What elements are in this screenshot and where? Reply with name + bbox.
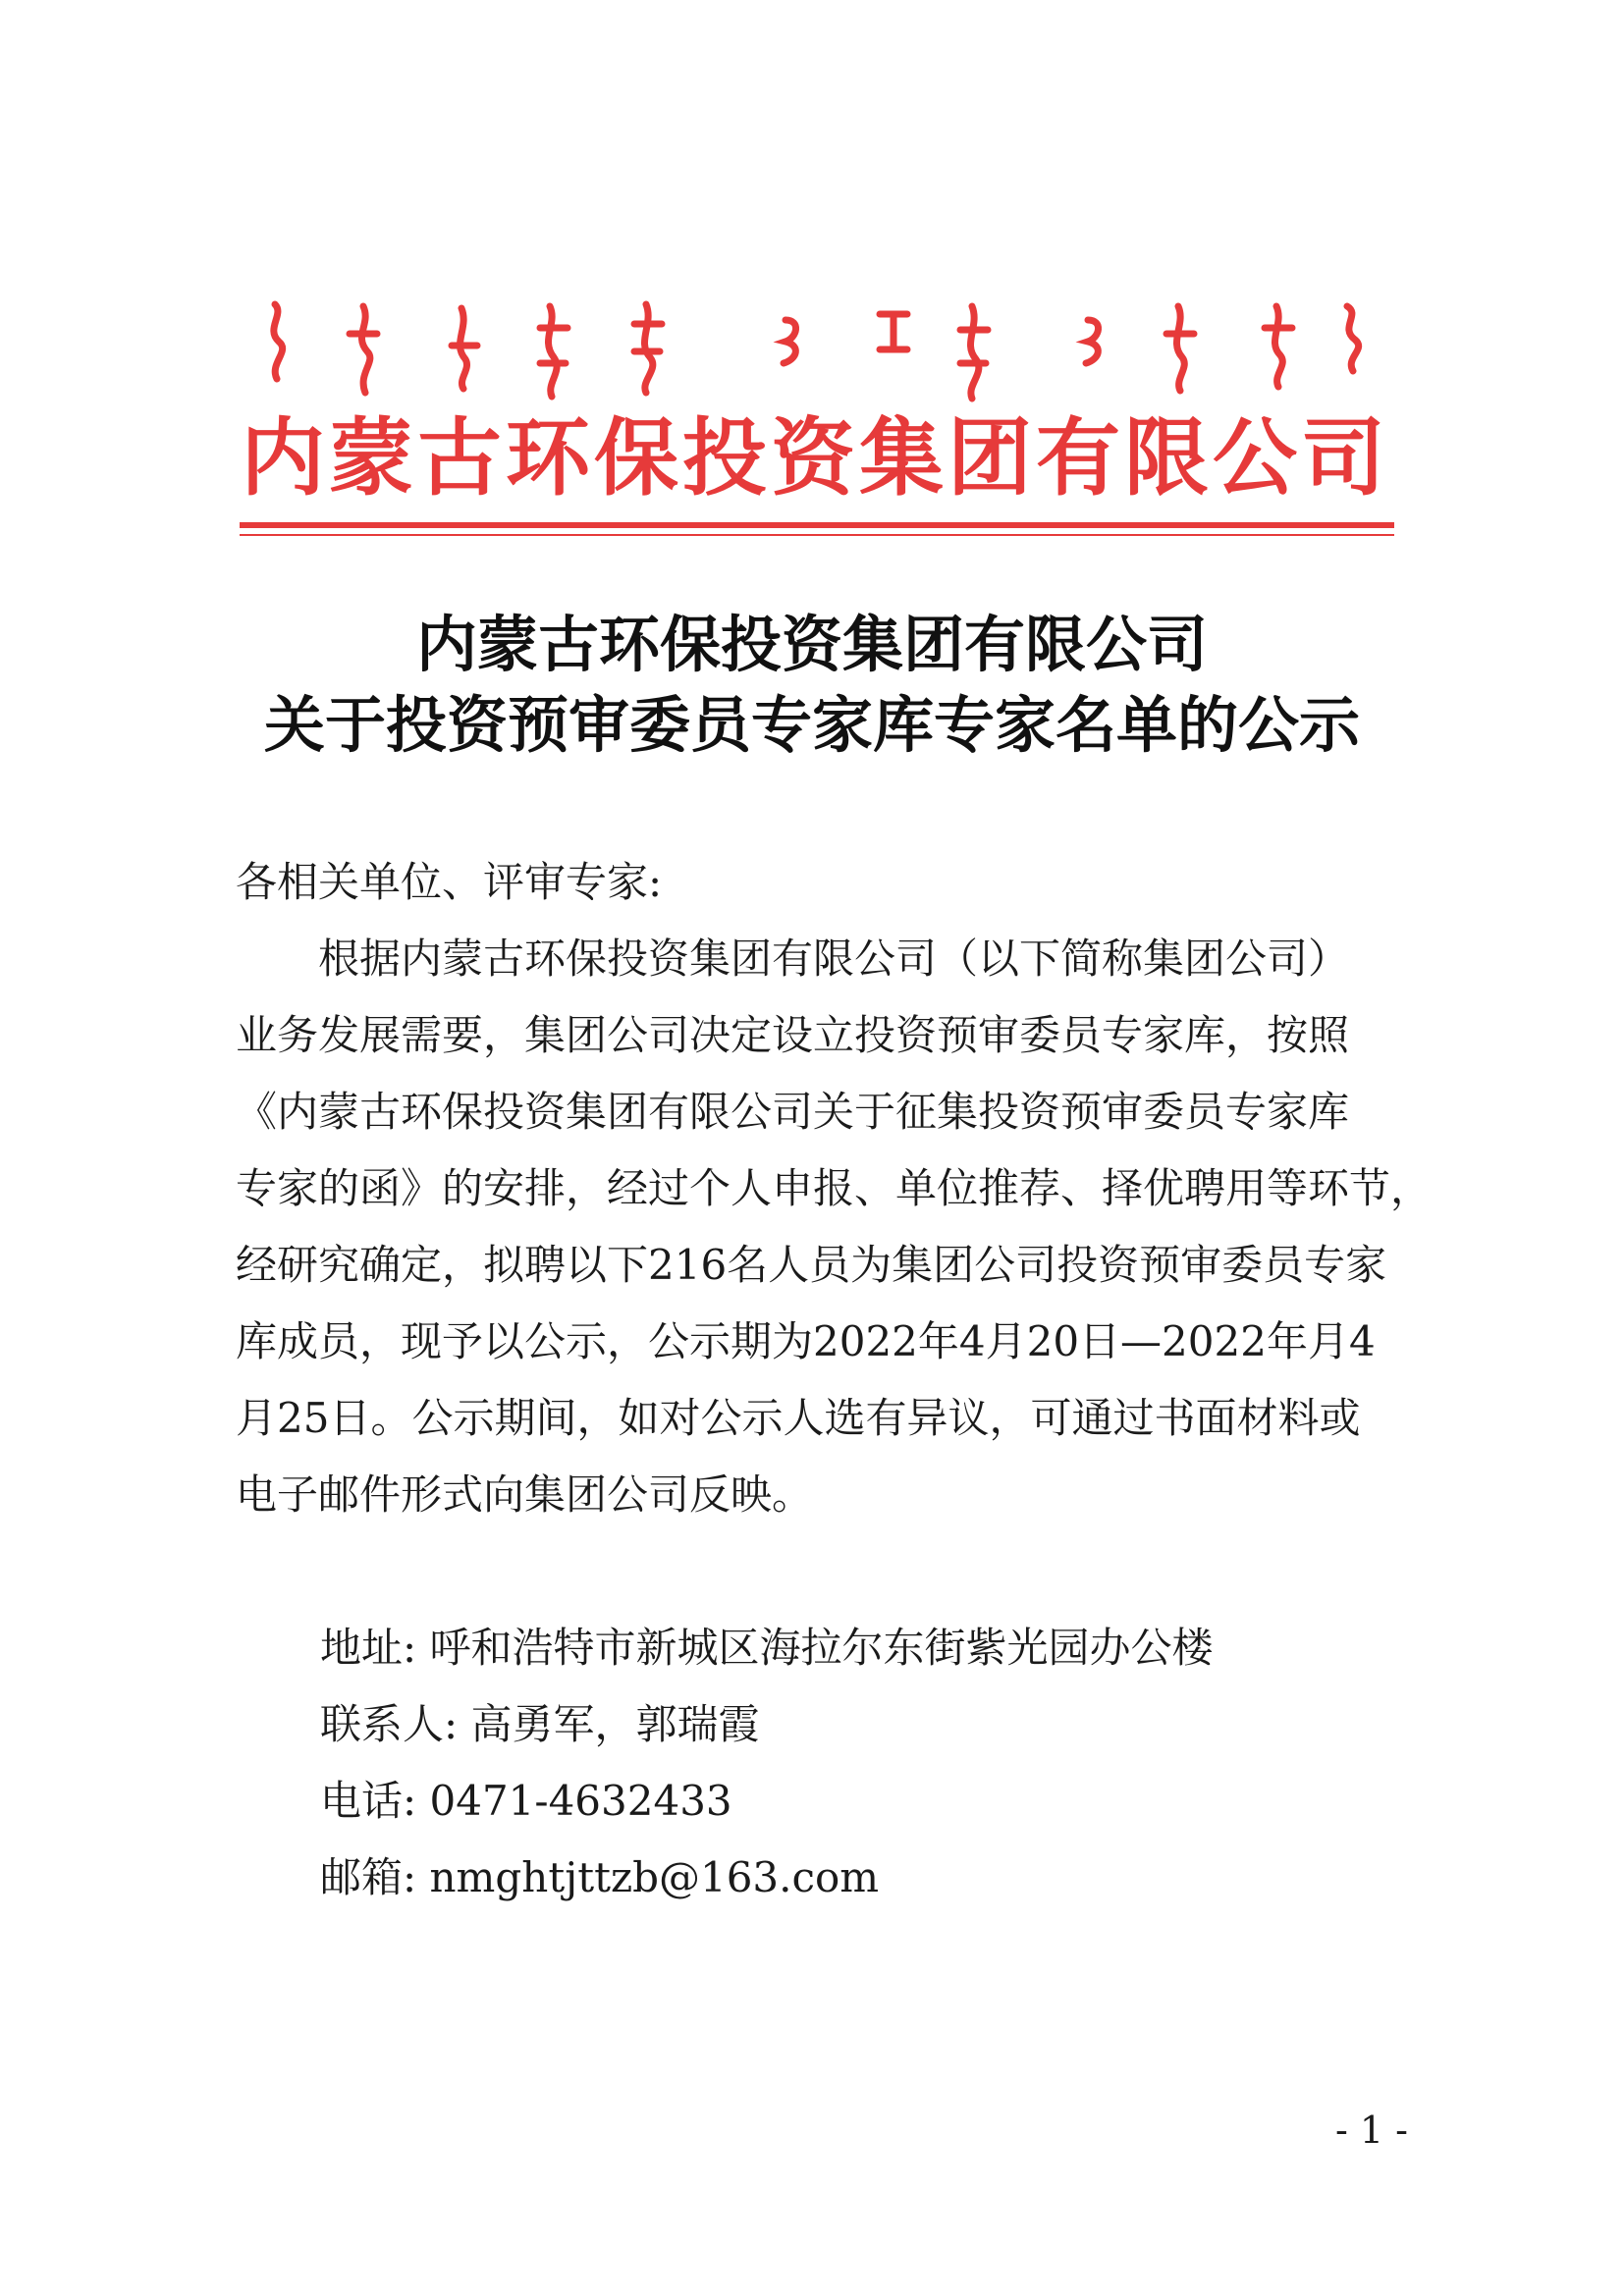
- body-paragraph-line: 根据内蒙古环保投资集团有限公司（以下简称集团公司）: [236, 934, 1350, 983]
- body-paragraph-line: 业务发展需要，集团公司决定设立投资预审委员专家库，按照: [236, 1011, 1350, 1059]
- document-title-line-1: 内蒙古环保投资集团有限公司: [415, 609, 1208, 680]
- document-title-line-2: 关于投资预审委员专家库专家名单的公示: [263, 689, 1360, 761]
- body-paragraph-line: 专家的函》的安排，经过个人申报、单位推荐、择优聘用等环节，: [236, 1164, 1433, 1212]
- body-paragraph-line: 《内蒙古环保投资集团有限公司关于征集投资预审委员专家库: [236, 1088, 1350, 1136]
- body-paragraph-line: 经研究确定，拟聘以下216名人员为集团公司投资预审委员专家: [236, 1241, 1387, 1289]
- mongolian-script-logo: [255, 294, 1375, 402]
- salutation: 各相关单位、评审专家:: [236, 858, 663, 906]
- contact-phone: 电话: 0471-4632433: [320, 1777, 732, 1825]
- letterhead-divider-thick: [240, 522, 1394, 528]
- contact-persons: 联系人: 高勇军，郭瑞霞: [320, 1700, 760, 1748]
- letterhead-divider-thin: [240, 534, 1394, 536]
- body-paragraph-line: 库成员，现予以公示，公示期为2022年4月20日—2022年月4: [236, 1317, 1376, 1365]
- letterhead-company-name: 内蒙古环保投资集团有限公司: [241, 409, 1389, 507]
- contact-address: 地址: 呼和浩特市新城区海拉尔东街紫光园办公楼: [320, 1624, 1214, 1672]
- page-number: - 1 -: [1334, 2109, 1408, 2152]
- body-paragraph-line: 月25日。公示期间，如对公示人选有异议，可通过书面材料或: [236, 1394, 1361, 1442]
- letterhead: [236, 294, 1394, 540]
- body-paragraph-line: 电子邮件形式向集团公司反映。: [236, 1470, 814, 1519]
- contact-email: 邮箱: nmghtjttzb@163.com: [320, 1853, 880, 1901]
